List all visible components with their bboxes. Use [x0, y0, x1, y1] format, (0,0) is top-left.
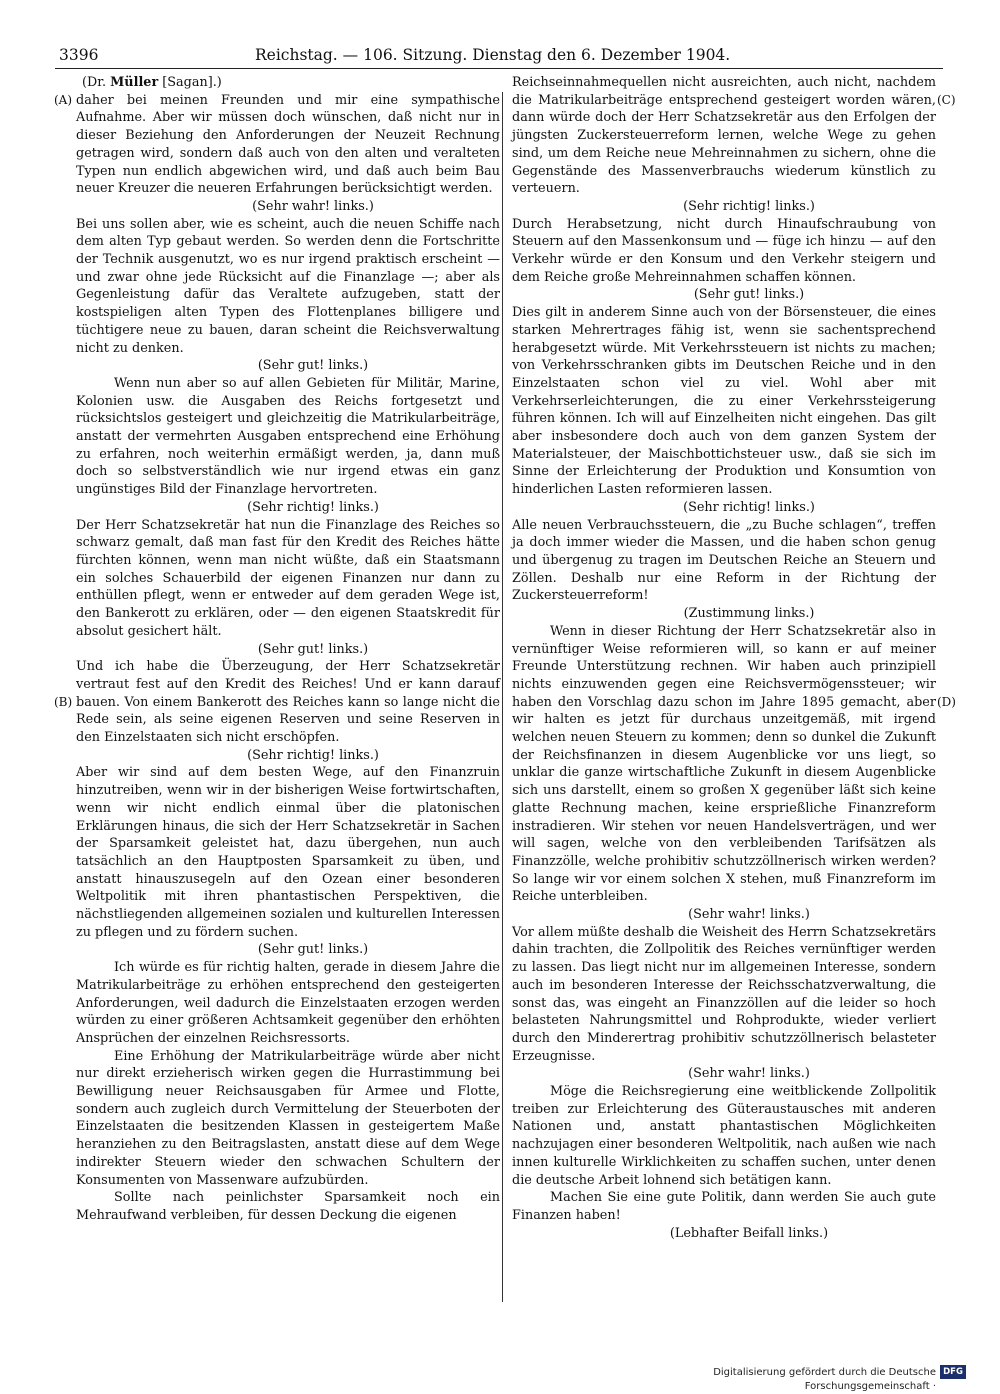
speaker-line [76, 74, 500, 92]
paragraph: Dies gilt in anderem Sinne auch von der Börsensteuer, die eines starken Mehrertrages fähig ist, wenn sie sachentsprechend herabgesetzt würde. Mit Verkehrssteuern ist nichts zu machen; von Verkehrsschranken gibts im Deutschen Reiche und in den Einzelstaaten schon viel zu viel. Wohl aber mit Verkehrserleichterungen, die zu einer Verkehrssteigerung führen können. Ich will auf Einzelheiten nicht eingehen. Das gilt aber insbesondere doch auch von dem ganzen System der Materialsteuer, der Maischbottichsteuer usw., daß sie sich im Sinne der Erleichterung der Produktion und Konsumtion von hinderlichen Lasten reformieren lassen. [512, 305, 936, 498]
running-title: Reichstag. — 106. Sitzung. Dienstag den 6. Dezember 1904. [255, 46, 731, 64]
audience-reaction: (Sehr gut! links.) [257, 641, 369, 657]
audience-reaction: (Sehr richtig! links.) [247, 747, 379, 763]
paragraph: Vor allem müßte deshalb die Weisheit des Herrn Schatzsekretärs dahin trachten, die Zollpolitik des Reiches vernünftiger werden zu lassen. Das liegt nicht nur im allgemeinen Interesse, sondern auch im besonderen Interesse der Reichsschatzverwaltung, die sonst das, was eingeht an Finanzzöllen auf die leider so hoch belasteten Nahrungsmittel und Rohprodukte, wieder verliert durch den Minderertrag prohibitiv schutzzöllnerisch belasteter Erzeugnisse. [512, 924, 936, 1064]
audience-reaction: (Zustimmung links.) [683, 606, 815, 622]
digitization-credit: Digitalisierung gefördert durch die Deutsche Forschungsgemeinschaft · [713, 1367, 936, 1392]
margin-marker-b: (B) [54, 695, 73, 709]
audience-reaction: (Sehr wahr! links.) [688, 907, 810, 923]
paragraph: daher bei meinen Freunden und mir eine sympathische Aufnahme. Aber wir müssen doch wünschen, daß nicht nur in dieser Beziehung den Anforderungen der Neuzeit Rechnung getragen wird, sondern daß auch von den alten und veralteten Typen nun endlich abgewichen wird, und daß auch beim Bau neuer Kreuzer die neueren Erfahrungen berücksichtigt werden. [76, 92, 500, 197]
dfg-logo: DFG [940, 1365, 966, 1379]
margin-marker-d: (D) [937, 695, 956, 709]
paragraph: Durch Herabsetzung, nicht durch Hinaufschraubung von Steuern auf den Massenkonsum und — füge ich hinzu — auf den Verkehr würde er den Konsum und den Verkehr steigern und dem Reiche große Mehreinnahmen schaffen können. [512, 216, 936, 285]
column-divider [502, 92, 503, 1302]
page-header [55, 44, 943, 66]
paragraph: Möge die Reichsregierung eine weitblickende Zollpolitik treiben zur Erleichterung des Güteraustausches mit anderen Nationen und, anstatt phantastischen Möglichkeiten nachzujagen einer besonderen Weltpolitik, nach außen wie nach innen kulturelle Wirklichkeiten zu schaffen suchen, unter denen die deutsche Arbeit lohnend sich betätigen kann. [512, 1084, 936, 1188]
audience-reaction: (Sehr gut! links.) [257, 358, 369, 374]
paragraph: Sollte nach peinlichster Sparsamkeit noch ein Mehraufwand verbleiben, für dessen Deckung die eigenen [76, 1190, 500, 1223]
paragraph: Alle neuen Verbrauchssteuern, die „zu Buche schlagen“, treffen ja doch immer wieder die Massen, und die haben schon genug und übergenug zu tragen im Deutschen Reiche an Steuern und Zöllen. Deshalb nur eine Reform in der Richtung der Zuckersteuerreform! [512, 517, 936, 604]
right-column [512, 74, 936, 1242]
paragraph: Machen Sie eine gute Politik, dann werden Sie auch gute Finanzen haben! [512, 1190, 936, 1223]
paragraph: Bei uns sollen aber, wie es scheint, auch die neuen Schiffe nach dem alten Typ gebaut werden. So werden denn die Fortschritte der Technik ausgenutzt, wo es nur irgend praktisch erscheint — und zwar ohne jede Rücksicht auf die Finanzlage —; aber als Gegenleistung dafür das Veraltete aufzugeben, statt der kostspieligen alten Typen des Flottenplanes billigere und tüchtigere neue zu bauen, daran scheint die Reichsverwaltung nicht zu denken. [76, 216, 500, 356]
margin-marker-a: (A) [54, 93, 73, 107]
speaker-prefix: (Dr. [82, 75, 111, 90]
paragraph: Aber wir sind auf dem besten Wege, auf den Finanzruin hinzutreiben, wenn wir in der bisherigen Weise fortwirtschaften, wenn wir nicht endlich einmal über die platonischen Erklärungen hinaus, die sich der Herr Schatzsekretär in Sachen der Sparsamkeit geleistet hat, dazu übergehen, nun auch tatsächlich an den Hauptposten Sparsamkeit zu üben, und anstatt hinauszusegeln auf den Ozean einer besonderen Weltpolitik mit ihren phantastischen Perspektiven, die nächstliegenden allgemeinen sozialen und kulturellen Interessen zu pflegen und zu fördern suchen. [76, 765, 500, 940]
header-rule [55, 68, 943, 69]
audience-reaction: (Sehr richtig! links.) [683, 499, 815, 515]
audience-reaction: (Sehr richtig! links.) [247, 499, 379, 515]
paragraph: Wenn nun aber so auf allen Gebieten für Militär, Marine, Kolonien usw. die Ausgaben des Reichs fortgesetzt und rücksichtslos gesteigert und gleichzeitig die Matrikularbeiträge, anstatt der vermehrten Ausgaben entsprechend eine Erhöhung zu erfahren, noch weiterhin ermäßigt werden, ja, dann muß doch so selbstverständlich wie nur irgend etwas ein ganz ungünstiges Bild der Finanzlage hervortreten. [76, 375, 500, 498]
left-column [76, 74, 500, 1225]
paragraph: Reichseinnahmequellen nicht ausreichten, auch nicht, nachdem die Matrikularbeiträge entsprechend gesteigert worden wären, dann würde doch der Herr Schatzsekretär aus den Erfolgen der jüngsten Zuckersteuerreform lernen, welche Wege zu gehen sind, um dem Reiche neue Mehreinnahmen zu sichern, ohne die Gegenstände des Massenverbrauchs wiederum künstlich zu verteuern. [512, 75, 936, 197]
margin-marker-c: (C) [937, 93, 956, 107]
audience-reaction: (Sehr gut! links.) [257, 942, 369, 958]
page-number: 3396 [59, 46, 99, 64]
paragraph: Der Herr Schatzsekretär hat nun die Finanzlage des Reiches so schwarz gemalt, daß man fast für den Kredit des Reiches hätte fürchten können, wenn man nicht wüßte, daß ein Staatsmann ein solches Schauerbild der eigenen Finanzen nur dann zu enthüllen pflegt, wenn er entweder auf dem geraden Wege ist, den Bankerott zu erklären, oder — den eigenen Staatskredit für absolut gesichert hält. [76, 517, 500, 639]
paragraph: Wenn in dieser Richtung der Herr Schatzsekretär also in vernünftiger Weise reformieren will, so kann er auf meiner Freunde Unterstützung rechnen. Wir haben auch prinzipiell nichts einzuwenden gegen eine Reichsvermögenssteuer; wir haben den Vorschlag dazu schon im Jahre 1895 gemacht, aber wir halten es jetzt für durchaus unzeitgemäß, mit irgend welchen neuen Steuern zu kommen; denn so dunkel die Zukunft der Reichsfinanzen in diesem Augenblicke vor uns liegt, so unklar die ganze wirtschaftliche Zukunft in diesem Augenblicke sich uns darstellt, einem so großen X gegenüber läßt sich keine glatte Rechnung machen, keine ersprießliche Finanzreform instradieren. Wir stehen vor neuen Handelsverträgen, und wer will sagen, welche von den verbleibenden Tarifsätzen als Finanzzölle, welche prohibitiv schutzzöllnerisch wirken werden? So lange wir vor einem solchen X stehen, muß Finanzreform im Reiche unterbleiben. [512, 623, 936, 905]
audience-reaction: (Sehr wahr! links.) [252, 198, 374, 214]
speaker-name: Müller [110, 75, 159, 90]
paragraph: Ich würde es für richtig halten, gerade in diesem Jahre die Matrikularbeiträge zu erhöhen entsprechend den gesteigerten Anforderungen, weil dadurch die Einzelstaaten erzogen werden würden zu einer größeren Achtsamkeit gegenüber den erhöhten Ansprüchen der einzelnen Reichsressorts. [76, 960, 500, 1046]
paragraph: Eine Erhöhung der Matrikularbeiträge würde aber nicht nur direkt erzieherisch wirken gegen die Hurrastimmung bei Bewilligung neuer Reichsausgaben für Armee und Flotte, sondern auch zugleich durch Vermittelung der Steuerboten der Einzelstaaten die besitzenden Klassen in gesteigertem Maße heranziehen zu den Beitragslasten, anstatt diese auf dem Wege indirekter Steuern wieder den schwachen Schultern der Konsumenten von Massenware aufzubürden. [76, 1048, 500, 1188]
audience-reaction: (Sehr gut! links.) [693, 287, 805, 303]
speaker-suffix: [Sagan].) [158, 75, 222, 90]
audience-reaction: (Sehr richtig! links.) [683, 198, 815, 214]
audience-reaction: (Sehr wahr! links.) [688, 1066, 810, 1082]
audience-reaction: (Lebhafter Beifall links.) [669, 1225, 829, 1241]
paragraph: Und ich habe die Überzeugung, der Herr Schatzsekretär vertraut fest auf den Kredit des Reiches! Und er kann darauf bauen. Von einem Bankerott des Reiches kann so lange nicht die Rede sein, als seine eigenen Reserven und seine Reserven in den Einzelstaaten sich nicht erschöpfen. [76, 659, 500, 746]
